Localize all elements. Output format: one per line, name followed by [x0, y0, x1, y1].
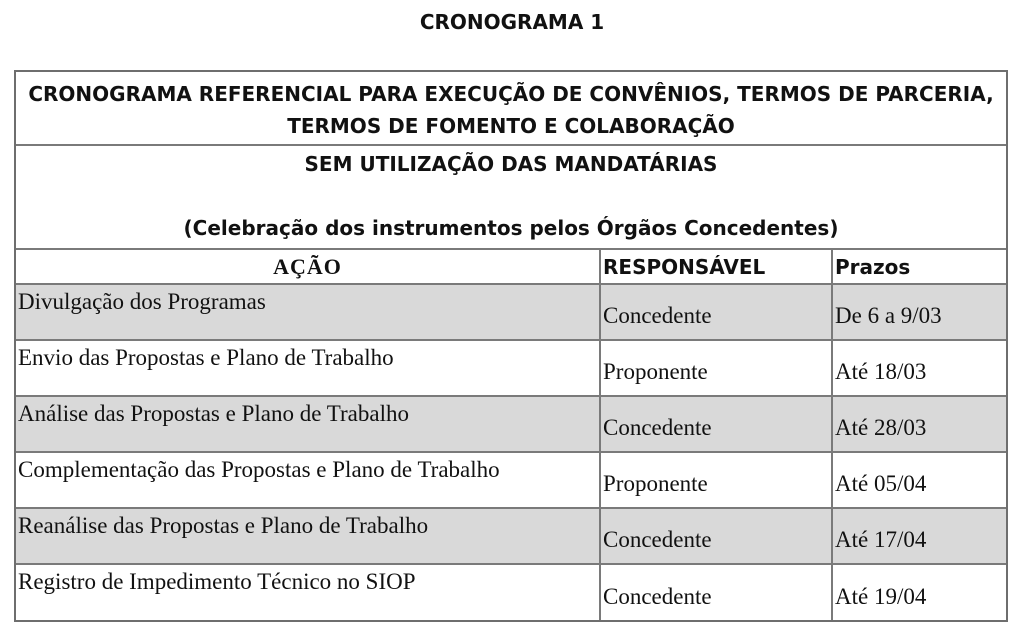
schedule-table: [16, 250, 1006, 620]
table-row: [16, 564, 1006, 620]
table-row: [16, 452, 1006, 508]
banner-line-1: CRONOGRAMA REFERENCIAL PARA EXECUÇÃO DE CONVÊNIOS, TERMOS DE PARCERIA,: [28, 82, 994, 106]
schedule-subtitle: SEM UTILIZAÇÃO DAS MANDATÁRIAS: [304, 152, 718, 176]
cell-prazo: De 6 a 9/03: [832, 284, 1006, 340]
table-row: [16, 340, 1006, 396]
table-row: [16, 284, 1006, 340]
schedule-banner: [16, 78, 1006, 142]
cell-acao: Reanálise das Propostas e Plano de Trabalho: [16, 508, 600, 564]
cell-responsavel: Concedente: [600, 396, 832, 452]
table-header-row: [16, 250, 1006, 284]
cell-acao: Análise das Propostas e Plano de Trabalho: [16, 396, 600, 452]
column-header-prazos: Prazos: [832, 250, 1006, 284]
cell-prazo: Até 18/03: [832, 340, 1006, 396]
cell-prazo: Até 05/04: [832, 452, 1006, 508]
cell-acao: Envio das Propostas e Plano de Trabalho: [16, 340, 600, 396]
schedule-frame: [14, 70, 1008, 622]
column-header-responsavel: RESPONSÁVEL: [600, 250, 832, 284]
cell-acao: Divulgação dos Programas: [16, 284, 600, 340]
cell-responsavel: Proponente: [600, 452, 832, 508]
cell-responsavel: Concedente: [600, 508, 832, 564]
cell-acao: Registro de Impedimento Técnico no SIOP: [16, 564, 600, 620]
cell-prazo: Até 17/04: [832, 508, 1006, 564]
cell-prazo: Até 19/04: [832, 564, 1006, 620]
table-row: [16, 396, 1006, 452]
cell-responsavel: Concedente: [600, 284, 832, 340]
cell-acao: Complementação das Propostas e Plano de Trabalho: [16, 452, 600, 508]
table-row: [16, 508, 1006, 564]
cell-prazo: Até 28/03: [832, 396, 1006, 452]
cell-responsavel: Concedente: [600, 564, 832, 620]
banner-divider: [16, 144, 1006, 146]
schedule-note: (Celebração dos instrumentos pelos Órgãos Concedentes): [183, 216, 839, 240]
column-header-acao: AÇÃO: [16, 250, 600, 284]
document-title: CRONOGRAMA 1: [419, 10, 605, 34]
cell-responsavel: Proponente: [600, 340, 832, 396]
banner-line-2: TERMOS DE FOMENTO E COLABORAÇÃO: [287, 114, 735, 138]
